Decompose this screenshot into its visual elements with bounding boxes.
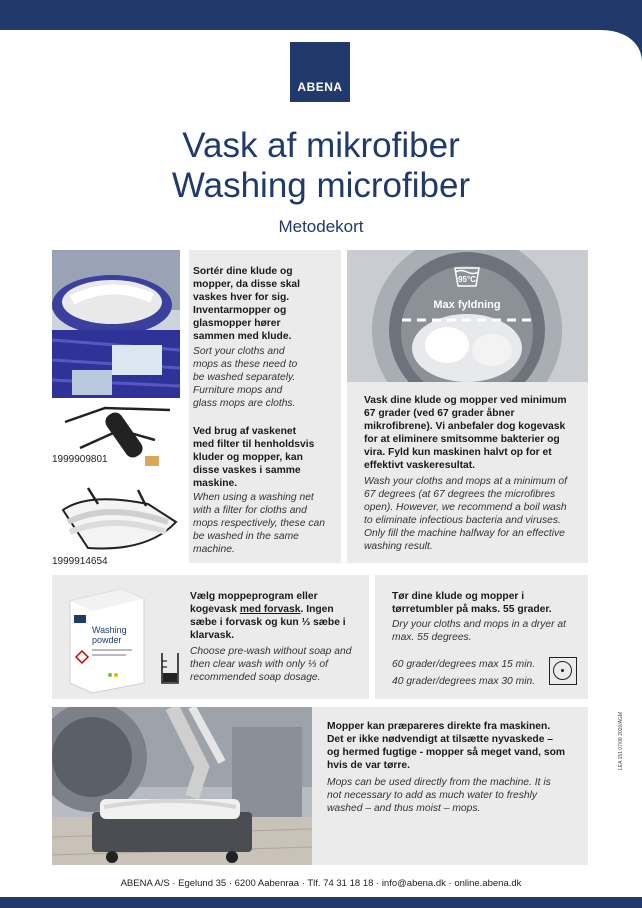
sorting-text-en: Sort your cloths and mops as these need to be washed separately. Furniture mops and glass mops are cloths. [193,346,298,409]
measuring-cup-icon [160,651,180,685]
washing-text-en: Wash your cloths and mops at a minimum of 67 degrees (at 67 degrees the microfibres open). However, we recommend a boil wash to eliminate infectious bacteria and viruses. Only fill the machine halfway for an effective washing result. [364,476,567,552]
net-text-en: When using a washing net with a filter for cloths and mops respectively, these can be washed in the same machine. [193,492,326,555]
net-text-da: Ved brug af vaskenet med filter til henholdsvis kluder og mopper, kan disse vaskes i samme maskine. [193,426,315,489]
mops-text-en: Mops can be used directly from the machine. It is not necessary to add as much water to freshly washed – and thus moist – mops. [327,777,551,814]
sorting-text-da: Sortér dine klude og mopper, da disse skal vaskes hver for sig. Inventarmopper og glasmopper hører sammen med klude. [193,266,301,342]
mops-text-da: Mopper kan præpareres direkte fra maskinen. Det er ikke nødvendigt at tilsætte nyvaskede – og hermed fugtige - mopper så meget vand, som hvis de var tørre. [327,721,566,771]
logo-text: ABENA [297,80,343,94]
program-text-da-part1: Vælg moppeprogram eller kogevask [190,591,318,615]
dryer-text-da: Tør dine klude og mopper i tørretumbler på maks. 55 grader. [392,591,552,615]
dryer-text-en: Dry your cloths and mops in a dryer at max. 55 degrees. [392,619,566,643]
pack-label-washing: Washing [92,625,127,635]
subtitle: Metodekort [278,217,364,236]
abena-logo [290,42,350,102]
program-text-da [190,590,362,642]
max-fill-label: Max fyldning [433,299,501,311]
program-text-da-underlined: med forvask [239,604,301,615]
washing-machine-drum-photo [347,250,588,382]
mop-trolley-photo [52,707,312,865]
program-text-en: Choose pre-wash without soap and then clear wash with only ⅓ of recommended soap dosage. [190,646,352,683]
bottom-brand-band [0,897,642,908]
item-number-1: 1999909801 [52,454,108,465]
laundry-basket-photo [52,250,180,398]
footer-contact: ABENA A/S · Egelund 35 · 6200 Aabenraa · Tlf. 74 31 18 18 · info@abena.dk · online.abena.dk [120,878,522,889]
tumble-dryer-icon [549,657,577,685]
washing-net-large-photo [58,482,180,558]
dryer-line-40: 40 grader/degrees max 30 min. [392,676,536,687]
title-english: Washing microfiber [171,166,471,205]
title-danish: Vask af mikrofiber [182,126,460,165]
temperature-symbol-label: 95°C [458,275,476,284]
document-code: LEA 151 07/08 2020/AGM [618,711,624,770]
washing-text-da: Vask dine klude og mopper ved minimum 67 grader (ved 67 grader åbner mikrofibrene). Vi anbefaler dog kogevask for at eliminere smitsomme bakterier og vira. Fyld kun maskinen halvt op for et effektivt vaskeresultat. [364,395,567,471]
dryer-line-60: 60 grader/degrees max 15 min. [392,659,536,670]
pack-label-powder: powder [92,635,122,645]
program-text-da-part2: . Ingen sæbe i forvask og kun ⅓ sæbe i klarvask. [190,604,346,641]
washing-powder-package [62,583,152,695]
item-number-2: 1999914654 [52,556,108,567]
